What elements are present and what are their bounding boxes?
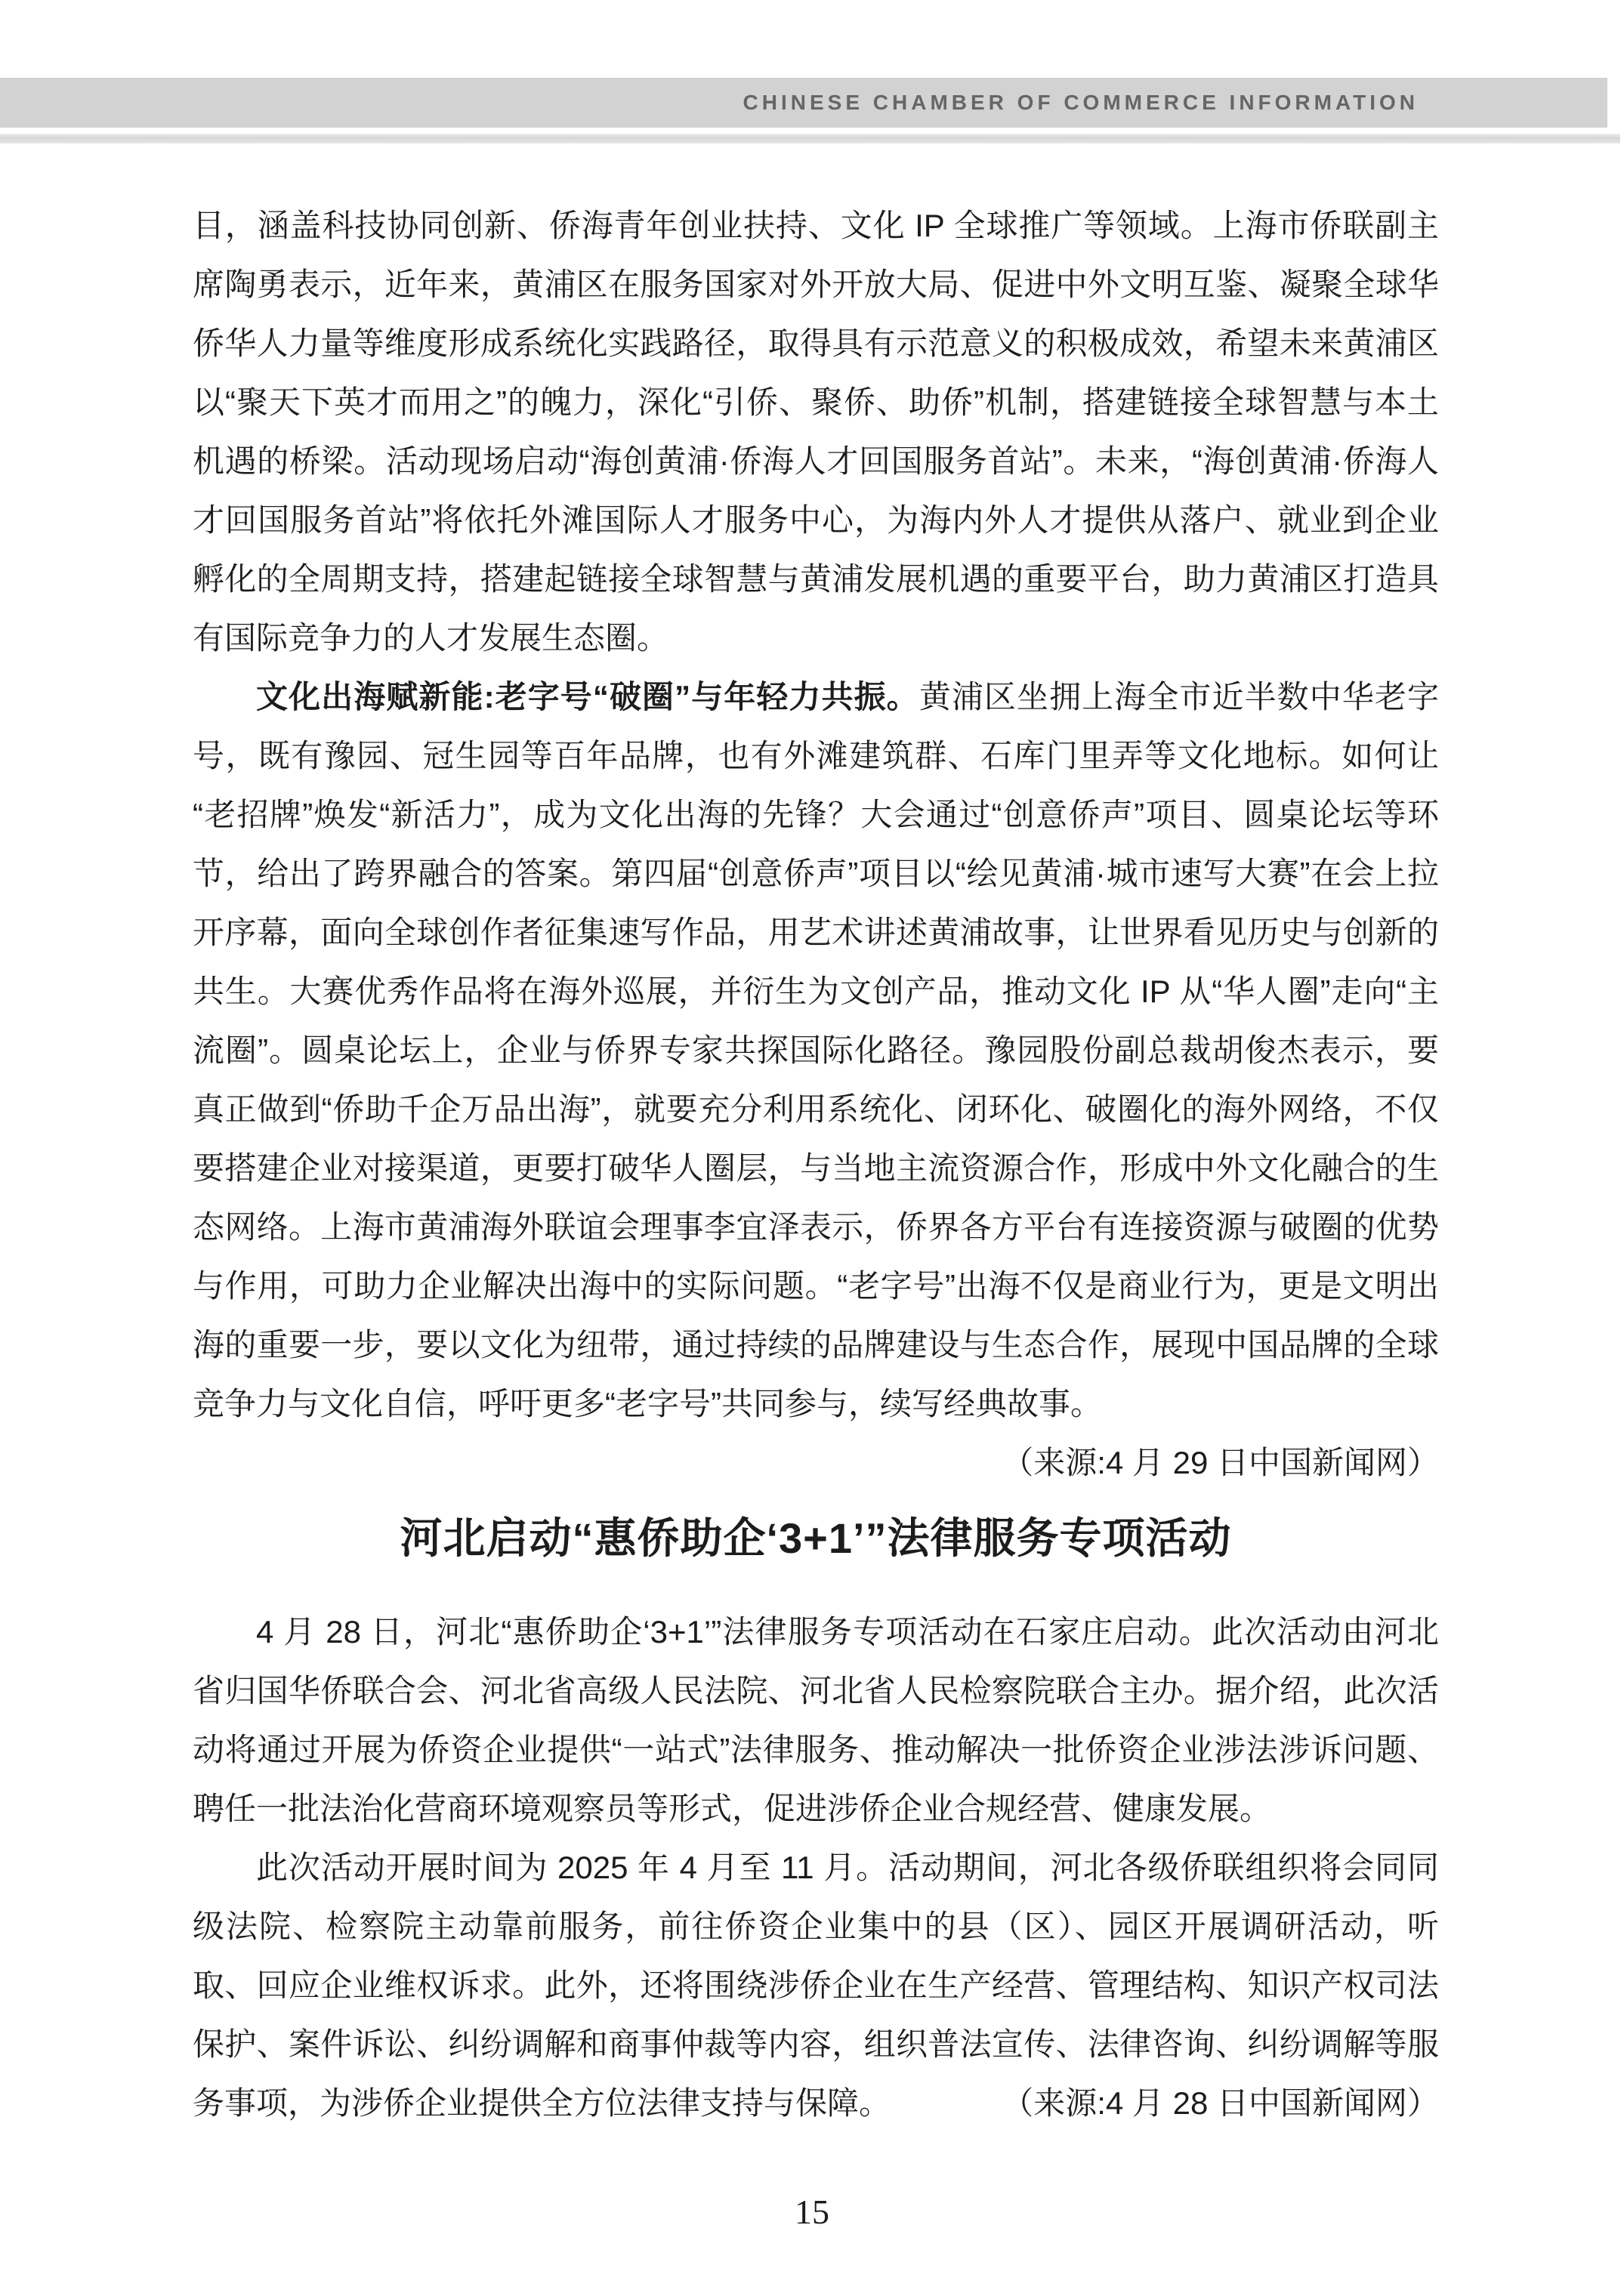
article2-paragraph-1: 4 月 28 日，河北“惠侨助企‘3+1’”法律服务专项活动在石家庄启动。此次活动由河北省归国华侨联合会、河北省高级人民法院、河北省人民检察院联合主办。据介绍，此次活动将通过开展为侨资企业提供“一站式”法律服务、推动解决一批侨资企业涉法涉诉问题、聘任一批法治化营商环境观察员等形式，促进涉侨企业合规经营、健康发展。: [193, 1614, 1439, 1826]
article1-paragraph-body: 黄浦区坐拥上海全市近半数中华老字号，既有豫园、冠生园等百年品牌，也有外滩建筑群、石库门里弄等文化地标。如何让“老招牌”焕发“新活力”，成为文化出海的先锋？大会通过“创意侨声”项目、圆桌论坛等环节，给出了跨界融合的答案。第四届“创意侨声”项目以“绘见黄浦·城市速写大赛”在会上拉开序幕，面向全球创作者征集速写作品，用艺术讲述黄浦故事，让世界看见历史与创新的共生。大赛优秀作品将在海外巡展，并衍生为文创产品，推动文化 IP 从“华人圈”走向“主流圈”。圆桌论坛上，企业与侨界专家共探国际化路径。豫园股份副总裁胡俊杰表示，要真正做到“侨助千企万品出海”，就要充分利用系统化、闭环化、破圈化的海外网络，不仅要搭建企业对接渠道，更要打破华人圈层，与当地主流资源合作，形成中外文化融合的生态网络。上海市黄浦海外联谊会理事李宜泽表示，侨界各方平台有连接资源与破圈的优势与作用，可助力企业解决出海中的实际问题。“老字号”出海不仅是商业行为，更是文明出海的重要一步，要以文化为纽带，通过持续的品牌建设与生态合作，展现中国品牌的全球竞争力与文化自信，呼吁更多“老字号”共同参与，续写经典故事。: [193, 679, 1439, 1421]
article1-paragraph-culture: [193, 668, 1439, 1480]
article2-paragraph-2: [193, 1838, 1439, 2133]
article-shanghai-huangpu: [193, 196, 1439, 1480]
header-banner: [0, 78, 1607, 128]
page-content: [193, 196, 1439, 2133]
article2-paragraph-2-text: 此次活动开展时间为 2025 年 4 月至 11 月。活动期间，河北各级侨联组织将会同同级法院、检察院主动靠前服务，前往侨资企业集中的县（区）、园区开展调研活动，听取、回应企业维权诉求。此外，还将围绕涉侨企业在生产经营、管理结构、知识产权司法保护、案件诉讼、纠纷调解和商事仲裁等内容，组织普法宣传、法律咨询、纠纷调解等服务事项，为涉侨企业提供全方位法律支持与保障。: [193, 1850, 1439, 2121]
header-banner-text: CHINESE CHAMBER OF COMMERCE INFORMATION: [743, 91, 1419, 114]
article2-title: 河北启动“惠侨助企‘3+1’”法律服务专项活动: [400, 1514, 1232, 1562]
header-banner-rule: [0, 134, 1620, 144]
article1-source: （来源:4 月 29 日中国新闻网）: [1002, 1445, 1439, 1480]
article2-source: （来源:4 月 28 日中国新闻网）: [1002, 2085, 1439, 2121]
article1-paragraph-lead: 文化出海赋新能:老字号“破圈”与年轻力共振。: [256, 679, 919, 714]
article1-paragraph-continuation: 目，涵盖科技协同创新、侨海青年创业扶持、文化 IP 全球推广等领域。上海市侨联副主席陶勇表示，近年来，黄浦区在服务国家对外开放大局、促进中外文明互鉴、凝聚全球华侨华人力量等维度形成系统化实践路径，取得具有示范意义的积极成效，希望未来黄浦区以“聚天下英才而用之”的魄力，深化“引侨、聚侨、助侨”机制，搭建链接全球智慧与本土机遇的桥梁。活动现场启动“海创黄浦·侨海人才回国服务首站”。未来，“海创黄浦·侨海人才回国服务首站”将依托外滩国际人才服务中心，为海内外人才提供从落户、就业到企业孵化的全周期支持，搭建起链接全球智慧与黄浦发展机遇的重要平台，助力黄浦区打造具有国际竞争力的人才发展生态圈。: [193, 208, 1439, 656]
article-hebei-legal-service: [193, 1509, 1439, 2133]
page-number: 15: [795, 2193, 829, 2231]
